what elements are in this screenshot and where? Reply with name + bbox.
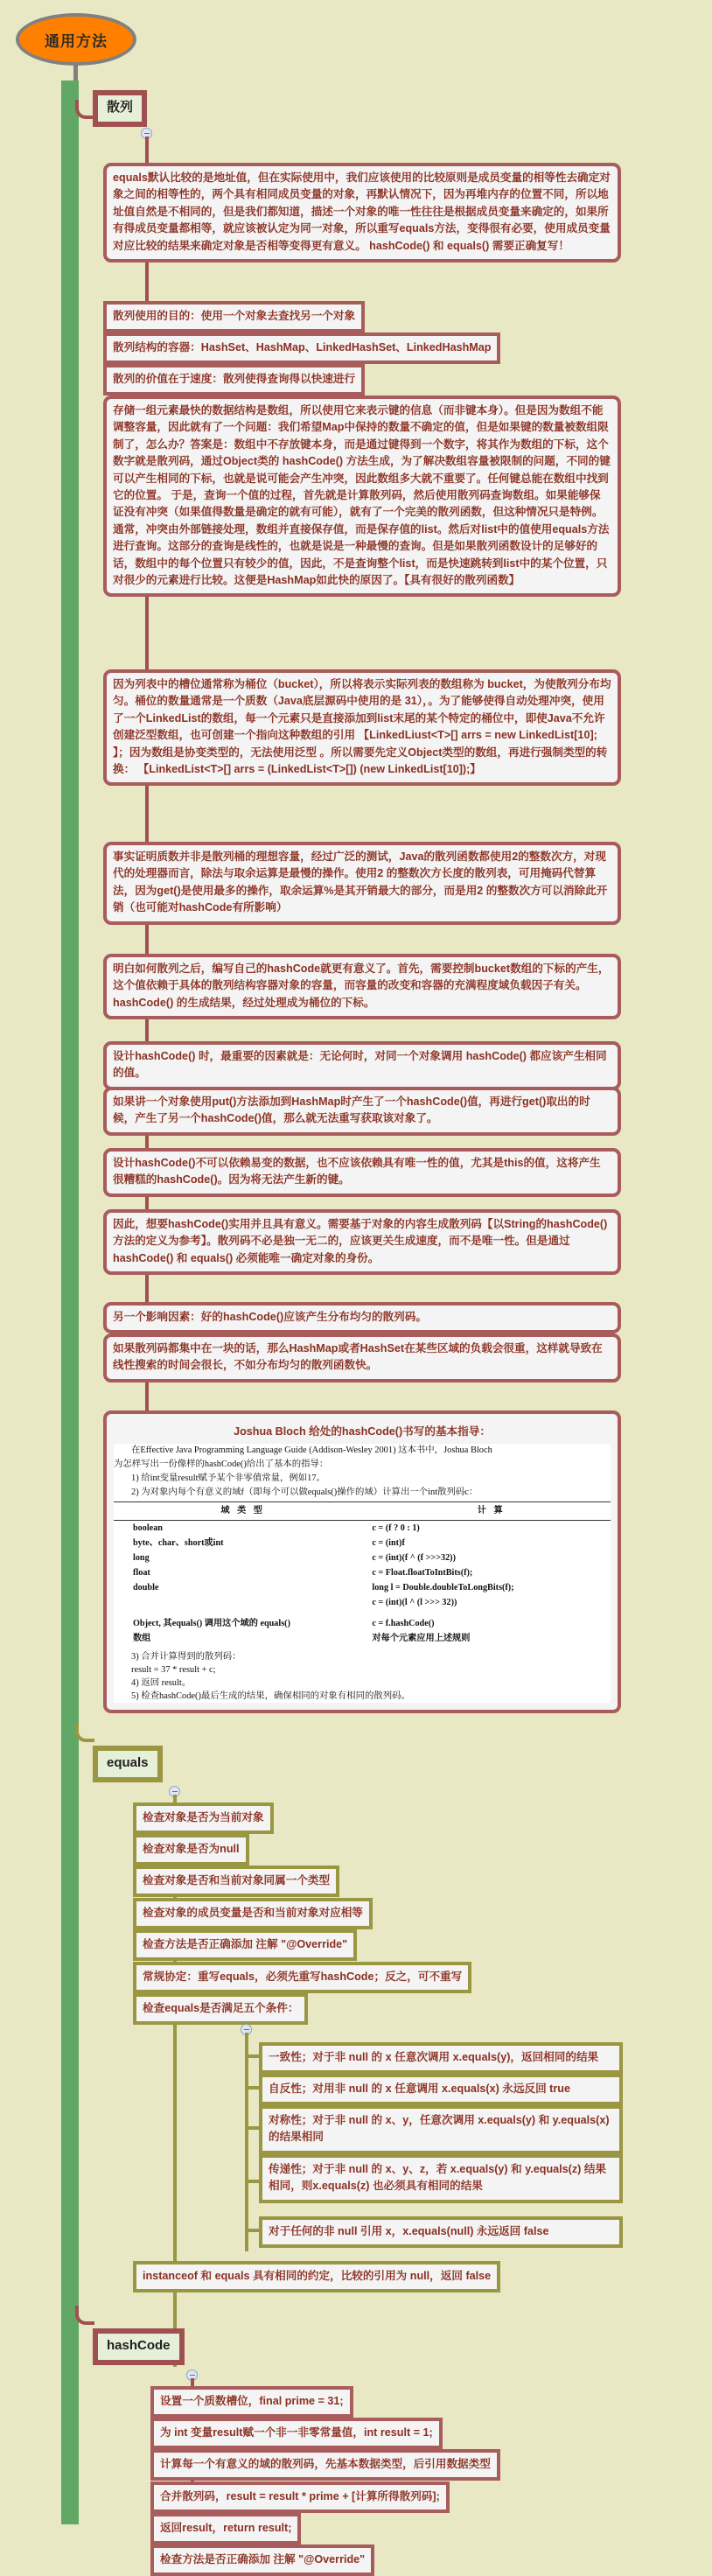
book-intro-line-2: 为怎样写出一份像样的hashCode()给出了基本的指导： — [114, 1460, 329, 1469]
main-spine-lower — [61, 2367, 79, 2524]
cell-field-type: long — [133, 1553, 150, 1563]
cell-field-type: float — [133, 1568, 150, 1578]
list-item[interactable]: 因此，想要hashCode()实用并且具有意义。需要基于对象的内容生成散列码【以String的hashCode()方法的定义为参考】。散列码不必是独一无二的，应该更关生成速度，而不是唯一性。但是通过hashCode() 和 equals() 必须能唯一确定对象的身份。 — [103, 1209, 621, 1275]
joshua-bloch-body — [114, 1444, 611, 1703]
cell-calculation: c = (int)f — [372, 1538, 405, 1548]
cell-calculation: c = (f ? 0 : 1) — [372, 1523, 420, 1533]
root-node-label: 通用方法 — [45, 32, 108, 50]
joshua-bloch-card[interactable] — [103, 1410, 621, 1713]
list-item[interactable]: 检查方法是否正确添加 注解 "@Override" — [150, 2544, 374, 2576]
book-footer-steps — [114, 1648, 611, 1703]
table-row — [114, 1580, 611, 1595]
list-item[interactable]: 因为列表中的槽位通常称为桶位（bucket），所以将表示实际列表的数组称为 bucket，为使散列分布均匀。桶位的数量通常是一个质数（Java底层源码中使用的是 31），。为了能够使得自动处理冲突，使用了一个LinkedList的数组，每一个元素只是直接添加到list末尾的某个特定的桶位中，即使Java不允许创建泛型数组，也可创建一个指向这种数组的引用 【LinkedLiust<T>[] arrs = new LinkedList[10]; 】；因为数组是协变类型的，无法使用泛型 。所以需要先定义Object类型的数组，再进行强制类型的转换： 【LinkedList<T>[] arrs = (LinkedList<T>[]) (new LinkedList[10]);】 — [103, 669, 621, 786]
list-item[interactable]: 设计hashCode() 时，最重要的因素就是：无论何时，对同一个对象调用 hashCode() 都应该产生相同的值。 — [103, 1041, 621, 1090]
branch-connector-hashcode — [75, 2306, 94, 2325]
list-item[interactable]: 一致性；对于非 null 的 x 任意次调用 x.equals(y)，返回相同的结果 — [259, 2042, 623, 2074]
list-item[interactable]: 存储一组元素最快的数据结构是数组，所以使用它来表示键的信息（而非键本身）。但是因为数组不能调整容量，因此就有了一个问题：我们希望Map中保持的数量不确定的值，但是如果键的数量被数组限制了，怎么办？答案是：数组中不存放键本身，而是通过键得到一个数字，将其作为数组的下标，这个数字就是散列码，通过Object类的 hashCode() 方法生成，为了解决数组容量被限制的问题，不同的键可以产生相同的下标，也就是说可能会产生冲突，因此数组多大就不重要了。任何键总能在数组中找到它的位置。 于是，查询一个值的过程，首先就是计算散列码，然后使用散列码查询数组。如果能够保证没有冲突（如果值得数量是确定的就有可能），就有了一个完美的散列函数，但这种情况只是特例。通常，冲突由外部链接处理，数组并直接保存值，而是保存值的list。然后对list中的值使用equals方法进行查询。这部分的查询是线性的，也就是说是一种最慢的查询。但是如果散列函数设计的足够好的话，数组中的每个位置只有较少的值，因此，不是查询整个list，而是快速跳转到list中的某个位置，只对很少的元素进行比较。这便是HashMap如此快的原因了。【具有很好的散列函数】 — [103, 396, 621, 597]
branch-node-hash[interactable] — [93, 90, 147, 127]
book-step-4: 4) 返回 result。 — [131, 1678, 192, 1688]
table-row — [114, 1631, 611, 1646]
list-item[interactable]: 检查对象是否为当前对象 — [133, 1802, 274, 1834]
tick — [245, 2054, 259, 2058]
tick — [245, 2086, 259, 2090]
tick — [245, 2229, 259, 2232]
root-node[interactable] — [16, 13, 136, 66]
cell-calculation: c = (int)(l ^ (l >>> 32)) — [372, 1598, 457, 1607]
table-row — [114, 1550, 611, 1565]
table-spacer-row — [114, 1610, 611, 1616]
list-item[interactable]: 设计hashCode()不可以依赖易变的数据，也不应该依赖具有唯一性的值，尤其是this的值，这将产生很糟糕的hashCode()。因为将无法产生新的键。 — [103, 1148, 621, 1197]
cell-calculation: c = f.hashCode() — [372, 1619, 435, 1628]
column-header-calculation: 计 算 — [372, 1502, 611, 1521]
list-item[interactable]: 事实证明质数并非是散列桶的理想容量，经过广泛的测试，Java的散列函数都使用2的整数次方，对现代的处理器而言，除法与取余运算是最慢的操作。使用2 的整数次方长度的散列表，可用掩码代替算法，因为get()是使用最多的操作，取余运算%是其开销最大的部分，而是用2 的整数次方可以消除此开销（也可能对hashCode有所影响） — [103, 842, 621, 925]
list-item[interactable]: 检查对象是否为null — [133, 1834, 249, 1866]
list-item[interactable]: 对于任何的非 null 引用 x，x.equals(null) 永远返回 false — [259, 2216, 623, 2248]
table-row — [114, 1536, 611, 1550]
cell-calculation: 对每个元素应用上述规则 — [372, 1634, 471, 1643]
list-item[interactable]: 散列的价值在于速度：散列使得查询得以快速进行 — [103, 364, 365, 396]
column-header-field-type: 域 类 型 — [114, 1502, 372, 1521]
list-item[interactable]: 常规协定：重写equals，必须先重写hashCode；反之，可不重写 — [133, 1962, 471, 1993]
book-step-3: 3) 合并计算得到的散列码： — [131, 1652, 241, 1662]
book-intro-line-1: 在Effective Java Programming Language Guide (Addison-Wesley 2001) 这本书中，Joshua Bloch — [131, 1446, 492, 1455]
book-step-3-equation: result = 37 * result + c; — [131, 1665, 216, 1675]
tick — [245, 2126, 259, 2130]
list-item[interactable]: 明白如何散列之后，编写自己的hashCode就更有意义了。首先，需要控制bucket数组的下标的产生，这个值依赖于具体的散列结构容器对象的容量，而容量的改变和容器的充满程度域负载因子有关。hashCode() 的生成结果，经过处理成为桶位的下标。 — [103, 954, 621, 1019]
cell-calculation: c = (int)(f ^ (f >>>32)) — [372, 1553, 456, 1563]
list-item[interactable]: 散列结构的容器：HashSet、HashMap、LinkedHashSet、LinkedHashMap — [103, 332, 500, 364]
book-step-5: 5) 检查hashCode()最后生成的结果，确保相同的对象有相同的散列码。 — [131, 1691, 410, 1701]
cell-field-type: 数组 — [133, 1634, 151, 1643]
root-stem — [73, 64, 78, 81]
book-step-2: 2) 为对象内每个有意义的域f（即每个可以做equals()操作的域）计算出一个int散列码c： — [131, 1488, 478, 1497]
table-header-row — [114, 1502, 611, 1521]
list-item[interactable]: 传递性；对于非 null 的 x、y、z，若 x.equals(y) 和 y.equals(z) 结果相同，则x.equals(z) 也必须具有相同的结果 — [259, 2154, 623, 2203]
branch-node-hashcode[interactable] — [93, 2328, 185, 2365]
list-item[interactable]: 如果讲一个对象使用put()方法添加到HashMap时产生了一个hashCode()值，再进行get()取出的时候，产生了另一个hashCode()值，那么就无法重写获取该对象了。 — [103, 1087, 621, 1136]
branch-node-equals[interactable] — [93, 1746, 163, 1782]
field-type-table — [114, 1502, 611, 1646]
main-spine-middle — [61, 1704, 79, 2367]
table-row — [114, 1595, 611, 1610]
branch-node-equals-label: equals — [107, 1755, 149, 1770]
cell-field-type: byte、char、short或int — [133, 1538, 224, 1548]
list-item[interactable]: instanceof 和 equals 具有相同的约定，比较的引用为 null，返回 false — [133, 2261, 500, 2292]
list-item[interactable]: 对称性；对于非 null 的 x、y，任意次调用 x.equals(y) 和 y.equals(x) 的结果相同 — [259, 2105, 623, 2154]
table-row — [114, 1616, 611, 1631]
list-item[interactable]: 为 int 变量result赋一个非一非零常量值，int result = 1; — [150, 2418, 443, 2449]
list-item[interactable]: 计算每一个有意义的域的散列码，先基本数据类型，后引用数据类型 — [150, 2449, 500, 2481]
list-item[interactable]: 检查方法是否正确添加 注解 "@Override" — [133, 1929, 357, 1961]
list-item[interactable]: 设置一个质数槽位，final prime = 31; — [150, 2386, 353, 2418]
branch-connector-equals — [75, 1723, 94, 1742]
cell-calculation: c = Float.floatToIntBits(f); — [372, 1568, 473, 1578]
list-item[interactable]: equals默认比较的是地址值，但在实际使用中，我们应该使用的比较原则是成员变量的相等性去确定对象之间的相等性的，两个具有相同成员变量的对象，再默认情况下，因为再堆内存的位置不同，所以地址值自然是不相同的，但是我们都知道，描述一个对象的唯一性往往是根据成员变量来确定的，如果所有得成员变量都相等，就应该被认定为同一对象，所以重写equals方法，变得很有必要，使用成员变量对应比较的结果来确定对象是否相等变得更有意义。 hashCode() 和 equals() 需要正确复写！ — [103, 163, 621, 262]
table-row — [114, 1565, 611, 1580]
list-item[interactable]: 合并散列码，result = result * prime + [计算所得散列码]; — [150, 2482, 450, 2513]
list-item[interactable]: 另一个影响因素：好的hashCode()应该产生分布均匀的散列码。 — [103, 1302, 621, 1334]
cell-field-type: Object, 其equals() 调用这个域的 equals() — [133, 1619, 290, 1628]
tick — [245, 2180, 259, 2183]
cell-field-type: boolean — [133, 1523, 163, 1533]
cell-field-type — [114, 1595, 372, 1610]
list-item[interactable]: 自反性；对用非 null 的 x 任意调用 x.equals(x) 永远反回 true — [259, 2074, 623, 2105]
list-item[interactable]: 检查equals是否满足五个条件： — [133, 1993, 308, 2025]
joshua-bloch-title: Joshua Bloch 给处的hashCode()书写的基本指导： — [234, 1425, 491, 1438]
list-item[interactable]: 散列使用的目的：使用一个对象去查找另一个对象 — [103, 301, 365, 332]
table-row — [114, 1521, 611, 1536]
branch-node-hashcode-label: hashCode — [107, 2338, 171, 2353]
book-step-1: 1) 给int变量result赋予某个非零值常量，例如17。 — [131, 1474, 325, 1483]
branch-node-hash-label: 散列 — [107, 100, 134, 115]
cell-field-type: double — [133, 1583, 159, 1592]
list-item[interactable]: 检查对象是否和当前对象同属一个类型 — [133, 1866, 339, 1897]
list-item[interactable]: 检查对象的成员变量是否和当前对象对应相等 — [133, 1898, 373, 1929]
branch-connector-hash — [75, 100, 94, 119]
list-item[interactable]: 返回result，return result; — [150, 2513, 301, 2544]
main-spine-upper — [61, 80, 79, 1704]
equals-conditions-rail — [245, 2033, 248, 2251]
cell-calculation: long l = Double.doubleToLongBits(f); — [372, 1583, 514, 1592]
list-item[interactable]: 如果散列码都集中在一块的话，那么HashMap或者HashSet在某些区域的负载会很重，这样就导致在线性搜索的时间会很长，不如分布均匀的散列函数快。 — [103, 1334, 621, 1382]
